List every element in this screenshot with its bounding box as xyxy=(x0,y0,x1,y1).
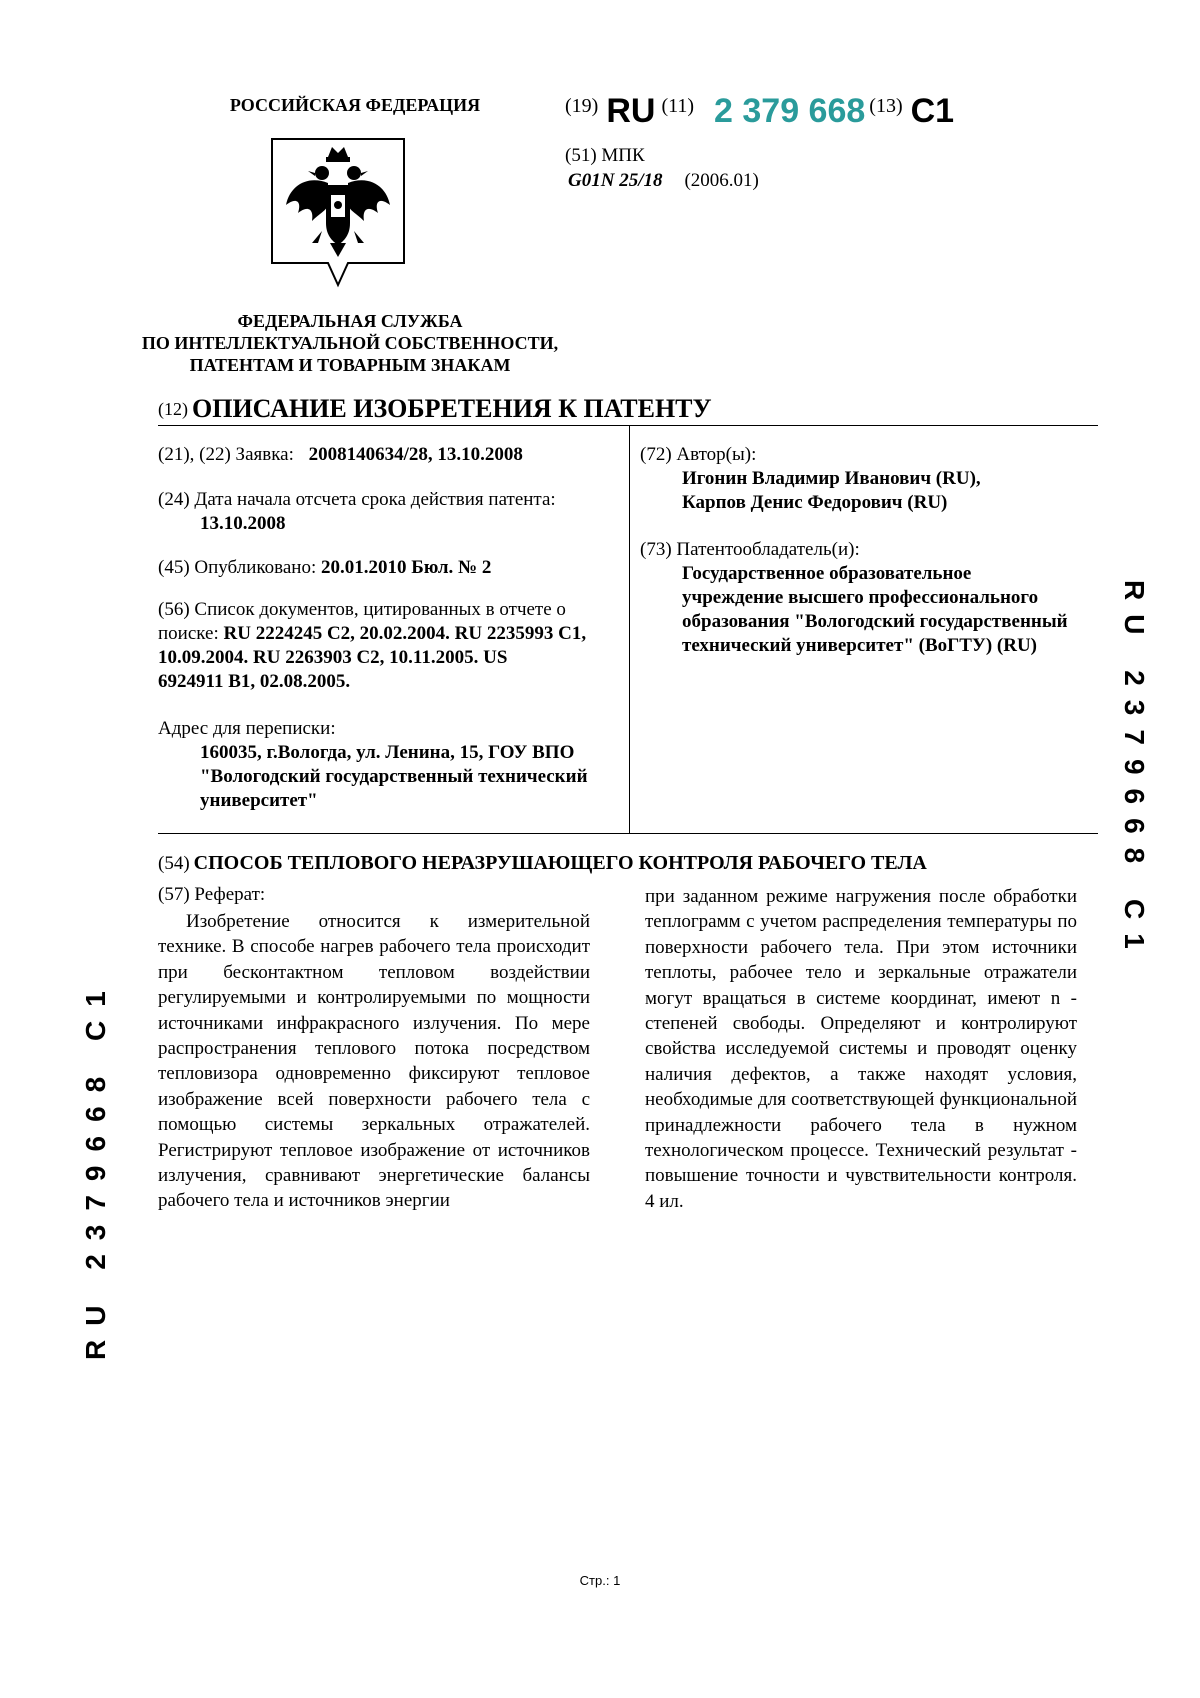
document-type-title xyxy=(158,394,712,424)
address-field xyxy=(158,717,618,813)
citations-line: RU 2224245 C2, 20.02.2004. RU 2235993 C1, xyxy=(223,623,587,644)
authors-field xyxy=(640,443,1100,515)
side-publication-number-left: RU 2379668 C1 xyxy=(80,977,111,1360)
coat-of-arms-emblem xyxy=(268,135,408,300)
holder-line: технический университет" (ВоГТУ) (RU) xyxy=(682,635,1037,656)
inid-code-54: (54) xyxy=(158,853,190,874)
agency-name xyxy=(130,310,570,376)
author-name: Игонин Владимир Иванович (RU), xyxy=(682,468,981,489)
application-label: (21), (22) Заявка: xyxy=(158,444,294,465)
address-line: "Вологодский государственный технический xyxy=(200,766,588,787)
start-date-value: 13.10.2008 xyxy=(200,513,286,534)
kind-code: C1 xyxy=(910,92,955,130)
ipc-classification xyxy=(568,170,759,192)
inid-code-11: (11) xyxy=(661,95,695,117)
divider-top xyxy=(158,425,1098,426)
invention-title-text: СПОСОБ ТЕПЛОВОГО НЕРАЗРУШАЮЩЕГО КОНТРОЛЯ РАБОЧЕГО ТЕЛА xyxy=(193,852,927,874)
citations-line: 6924911 B1, 02.08.2005. xyxy=(158,671,351,692)
agency-line: ПАТЕНТАМ И ТОВАРНЫМ ЗНАКАМ xyxy=(189,355,511,375)
ipc-label: (51) МПК xyxy=(565,145,645,166)
start-date-field xyxy=(158,488,618,536)
holder-line: учреждение высшего профессионального xyxy=(682,587,1039,608)
ipc-version: (2006.01) xyxy=(684,170,759,191)
country-name: РОССИЙСКАЯ ФЕДЕРАЦИЯ xyxy=(229,95,481,115)
inid-code-19: (19) xyxy=(565,95,599,117)
side-publication-number-right: RU 2379668 C1 xyxy=(1119,580,1150,963)
ipc-class: G01N 25/18 xyxy=(568,170,663,191)
published-label: (45) Опубликовано: xyxy=(158,557,317,578)
published-value: 20.01.2010 xyxy=(321,557,407,578)
abstract-column-left: Изобретение относится к измерительной технике. В способе нагрев рабочего тела происходит при бесконтактном тепловом воздействии регулируемыми и контролируемыми по мощности источниками инфракрасного излучения. По мере распространения теплового потока посредством тепловизора одновременно фиксируют тепловое изображение всей поверхности рабочего тела с помощью системы зеркальных отражателей. Регистрируют тепловое изображение от источников излучения, сравнивают энергетические балансы рабочего тела и источников энергии xyxy=(158,911,590,1212)
authors-label: (72) Автор(ы): xyxy=(640,444,757,465)
address-line: 160035, г.Вологда, ул. Ленина, 15, ГОУ ВПО xyxy=(200,742,575,763)
citations-field xyxy=(158,598,618,694)
holder-label: (73) Патентообладатель(и): xyxy=(640,539,860,560)
abstract-column-right: при заданном режиме нагружения после обработки теплограмм с учетом распределения температуры по поверхности рабочего тела. При этом источники теплоты, рабочее тело и зеркальные отражатели могут вращаться в системе координат, имеют n - степеней свободы. Определяют и контролируют свойства исследуемой системы и проводят оценку наличия дефектов, а также находят условия, необходимые для соответствующей функциональной принадлежности рабочего тела в нужном технологическом процессе. Технический результат - повышение точности и чувствительности контроля. 4 ил. xyxy=(645,886,1077,1212)
start-date-label: (24) Дата начала отсчета срока действия патента: xyxy=(158,489,556,510)
author-name: Карпов Денис Федорович (RU) xyxy=(682,492,948,513)
patent-number: 2 379 668 xyxy=(714,92,866,130)
document-type-label: ОПИСАНИЕ ИЗОБРЕТЕНИЯ К ПАТЕНТУ xyxy=(192,394,712,423)
inid-code-12: (12) xyxy=(158,399,188,419)
invention-title xyxy=(158,852,927,875)
country-code: RU xyxy=(606,92,656,130)
citations-prefix: поиске: xyxy=(158,623,219,644)
published-field xyxy=(158,556,618,580)
page-number: Стр.: 1 xyxy=(579,1573,621,1588)
abstract-label: (57) Реферат: xyxy=(158,884,266,905)
inid-code-13: (13) xyxy=(869,95,903,117)
agency-line: ПО ИНТЕЛЛЕКТУАЛЬНОЙ СОБСТВЕННОСТИ, xyxy=(141,333,559,353)
holder-field xyxy=(640,538,1100,658)
bulletin-number: Бюл. № 2 xyxy=(411,557,492,578)
application-value: 2008140634/28, 13.10.2008 xyxy=(308,444,523,465)
agency-line: ФЕДЕРАЛЬНАЯ СЛУЖБА xyxy=(237,311,463,331)
holder-line: образования "Вологодский государственный xyxy=(682,611,1068,632)
divider-vertical xyxy=(629,425,630,833)
divider-bottom xyxy=(158,833,1098,834)
citations-label: (56) Список документов, цитированных в отчете о xyxy=(158,599,566,620)
holder-line: Государственное образовательное xyxy=(682,563,972,584)
address-line: университет" xyxy=(200,790,318,811)
citations-line: 10.09.2004. RU 2263903 C2, 10.11.2005. US xyxy=(158,647,508,668)
application-field xyxy=(158,443,618,467)
address-label: Адрес для переписки: xyxy=(158,718,336,739)
publication-number-header xyxy=(565,92,954,131)
